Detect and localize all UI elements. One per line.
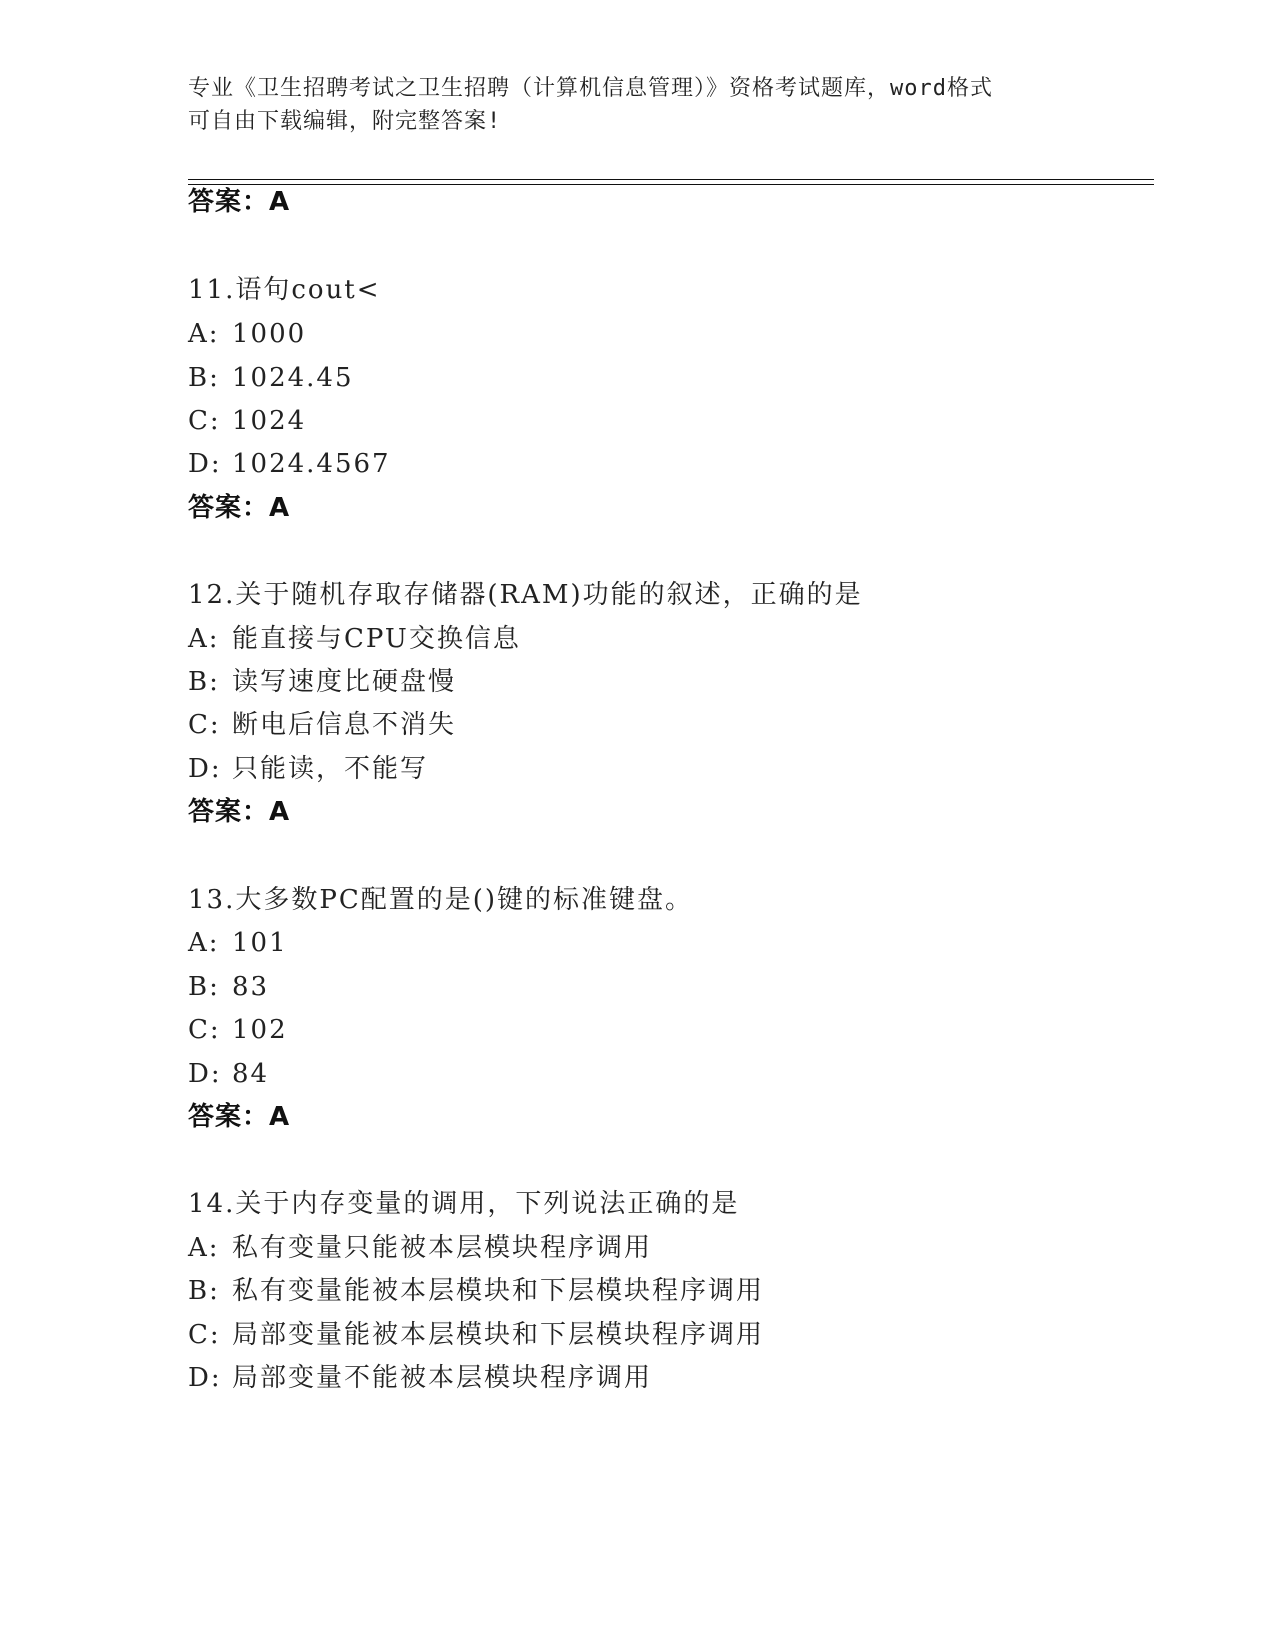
question-13-option-d xyxy=(188,1057,269,1091)
question-14-option-c xyxy=(188,1318,764,1352)
option-text: 102 xyxy=(232,1015,288,1045)
question-12-option-d xyxy=(188,752,428,786)
option-key: C: xyxy=(188,1320,221,1350)
option-text: 能直接与CPU交换信息 xyxy=(232,624,521,654)
question-12-option-a xyxy=(188,622,521,656)
question-13-option-c xyxy=(188,1013,288,1047)
option-key: D: xyxy=(188,1059,222,1089)
question-12-option-b xyxy=(188,665,456,699)
question-12-answer: 答案：A xyxy=(188,797,291,827)
option-text: 读写速度比硬盘慢 xyxy=(232,667,457,697)
question-13-option-a xyxy=(188,926,288,960)
option-text: 101 xyxy=(232,928,288,958)
option-key: A: xyxy=(188,1233,220,1263)
question-11-stem: 11.语句cout< xyxy=(188,275,381,305)
question-11-answer: 答案：A xyxy=(188,493,291,523)
question-13-answer: 答案：A xyxy=(188,1102,291,1132)
option-key: B: xyxy=(188,972,220,1002)
question-14-option-d xyxy=(188,1361,652,1395)
question-11-option-a xyxy=(188,317,306,351)
header-divider-bottom xyxy=(188,184,1154,185)
option-key: A: xyxy=(188,928,220,958)
option-text: 84 xyxy=(232,1059,270,1089)
option-text: 83 xyxy=(232,972,270,1002)
option-key: B: xyxy=(188,667,220,697)
option-text: 1024 xyxy=(232,406,307,436)
question-14-option-b xyxy=(188,1274,764,1308)
option-key: D: xyxy=(188,449,222,479)
header-line-1: 专业《卫生招聘考试之卫生招聘（计算机信息管理）》资格考试题库，word格式 xyxy=(188,76,993,101)
question-14-option-a xyxy=(188,1231,652,1265)
question-11-option-d xyxy=(188,447,391,481)
question-14-stem: 14.关于内存变量的调用，下列说法正确的是 xyxy=(188,1189,740,1219)
option-text: 私有变量能被本层模块和下层模块程序调用 xyxy=(232,1276,765,1306)
option-key: C: xyxy=(188,1015,221,1045)
option-text: 私有变量只能被本层模块程序调用 xyxy=(232,1233,653,1263)
option-key: D: xyxy=(188,754,222,784)
option-text: 1000 xyxy=(232,319,307,349)
option-text: 断电后信息不消失 xyxy=(232,710,457,740)
option-key: A: xyxy=(188,319,220,349)
question-12-option-c xyxy=(188,708,456,742)
option-text: 1024.45 xyxy=(232,363,354,393)
option-key: A: xyxy=(188,624,220,654)
option-key: D: xyxy=(188,1363,222,1393)
option-text: 1024.4567 xyxy=(232,449,391,479)
question-11-option-b xyxy=(188,361,354,395)
previous-answer: 答案：A xyxy=(188,187,291,217)
option-text: 局部变量能被本层模块和下层模块程序调用 xyxy=(232,1320,765,1350)
page-header xyxy=(188,72,1088,138)
option-text: 只能读，不能写 xyxy=(232,754,429,784)
option-key: C: xyxy=(188,406,221,436)
question-12-stem: 12.关于随机存取存储器(RAM)功能的叙述，正确的是 xyxy=(188,580,863,610)
option-text: 局部变量不能被本层模块程序调用 xyxy=(232,1363,653,1393)
question-13-stem: 13.大多数PC配置的是()键的标准键盘。 xyxy=(188,885,694,915)
option-key: B: xyxy=(188,363,220,393)
header-line-2: 可自由下载编辑，附完整答案! xyxy=(188,109,502,134)
option-key: C: xyxy=(188,710,221,740)
header-divider-top xyxy=(188,179,1154,180)
question-13-option-b xyxy=(188,970,269,1004)
question-11-option-c xyxy=(188,404,306,438)
option-key: B: xyxy=(188,1276,220,1306)
